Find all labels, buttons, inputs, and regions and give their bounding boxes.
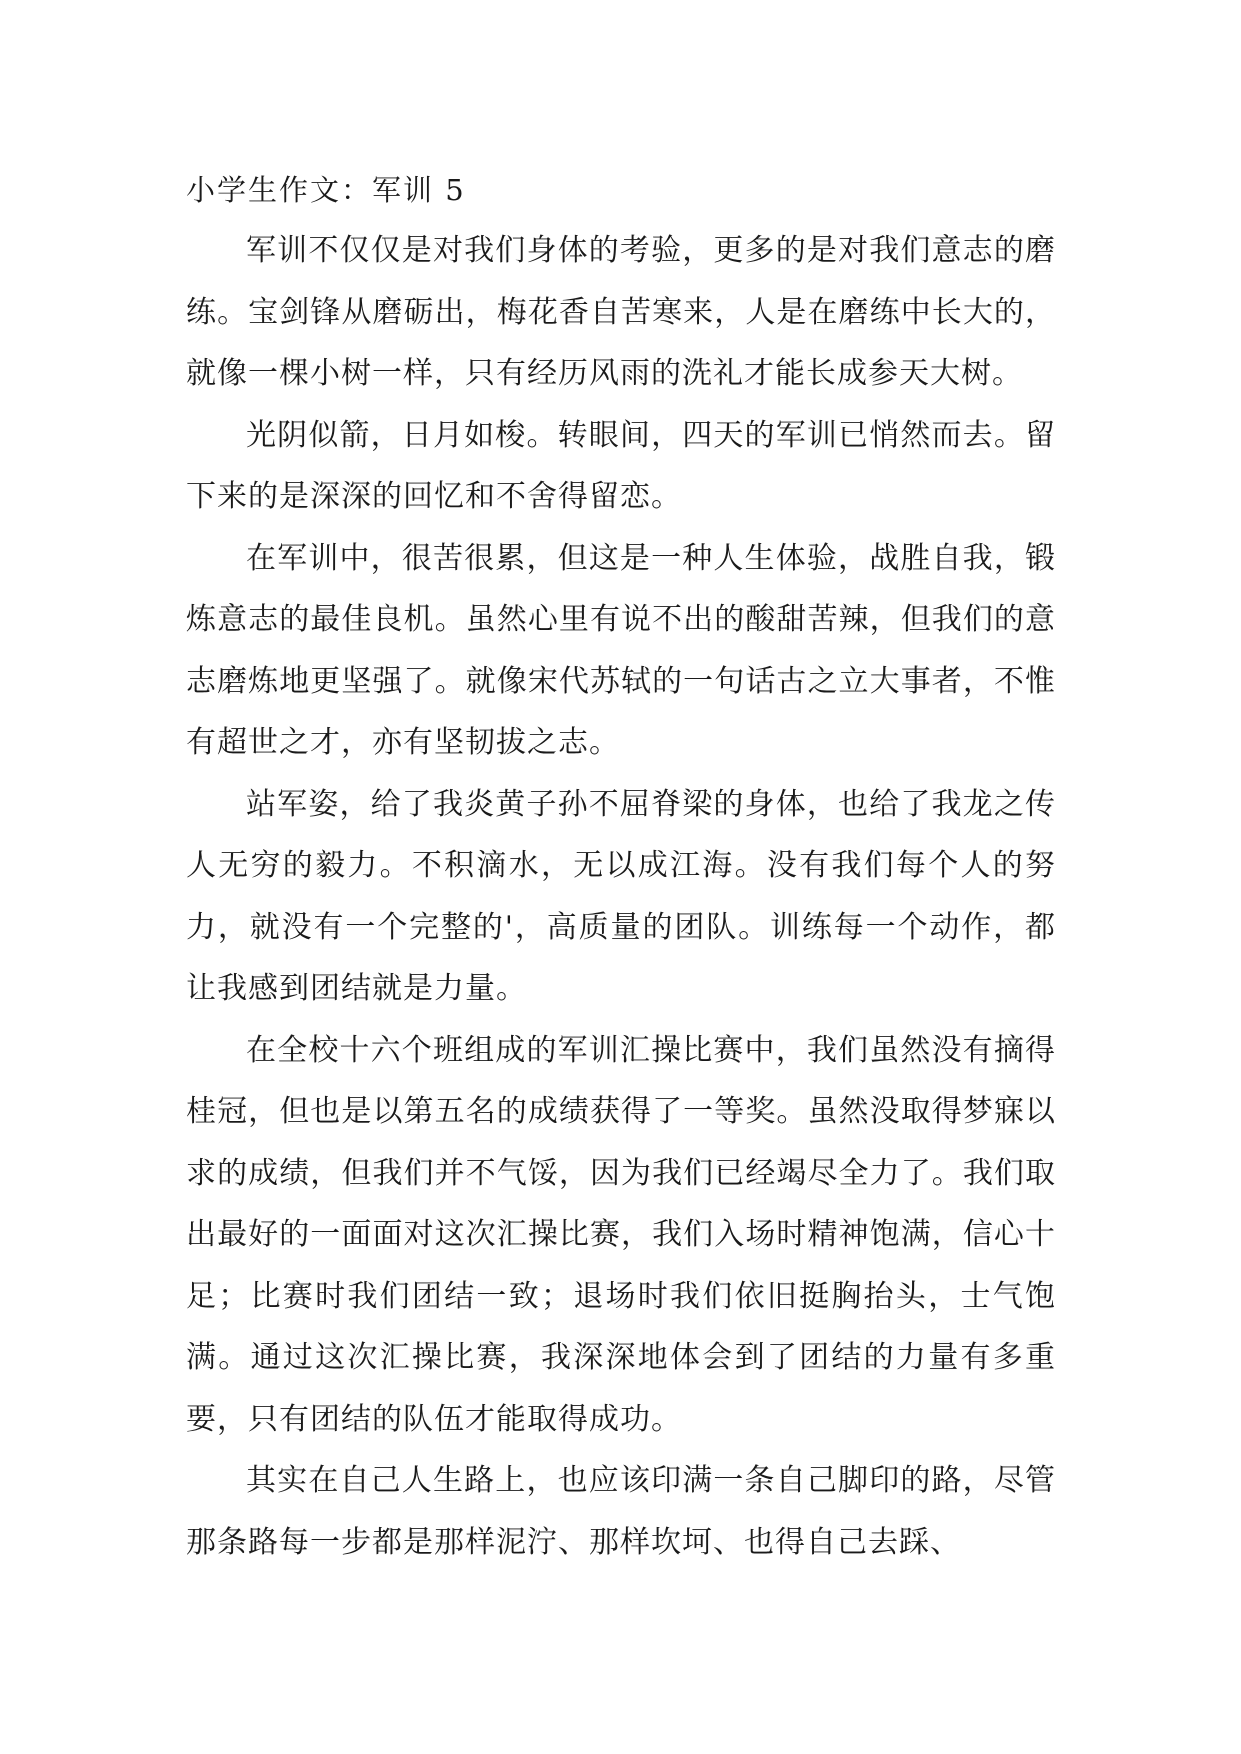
- document-page: [186, 160, 1056, 1573]
- paragraph-4: 站军姿，给了我炎黄子孙不屈脊梁的身体，也给了我龙之传人无穷的毅力。不积滴水，无以成江海。没有我们每个人的努力，就没有一个完整的'，高质量的团队。训练每一个动作，都让我感到团结就是力量。: [186, 786, 1056, 1006]
- document-title: 小学生作文：军训 5: [186, 173, 466, 207]
- paragraph-2: 光阴似箭，日月如梭。转眼间，四天的军训已悄然而去。留下来的是深深的回忆和不舍得留恋。: [186, 417, 1056, 514]
- paragraph-1: 军训不仅仅是对我们身体的考验，更多的是对我们意志的磨练。宝剑锋从磨砺出，梅花香自苦寒来，人是在磨练中长大的，就像一棵小树一样，只有经历风雨的洗礼才能长成参天大树。: [186, 233, 1056, 391]
- paragraph-6: 其实在自己人生路上，也应该印满一条自己脚印的路，尽管那条路每一步都是那样泥泞、那样坎坷、也得自己去踩、: [186, 1463, 1056, 1560]
- paragraph-3: 在军训中，很苦很累，但这是一种人生体验，战胜自我，锻炼意志的最佳良机。虽然心里有说不出的酸甜苦辣，但我们的意志磨炼地更坚强了。就像宋代苏轼的一句话古之立大事者，不惟有超世之才，亦有坚韧拔之志。: [186, 540, 1056, 760]
- paragraph-5: 在全校十六个班组成的军训汇操比赛中，我们虽然没有摘得桂冠，但也是以第五名的成绩获得了一等奖。虽然没取得梦寐以求的成绩，但我们并不气馁，因为我们已经竭尽全力了。我们取出最好的一面面对这次汇操比赛，我们入场时精神饱满，信心十足；比赛时我们团结一致；退场时我们依旧挺胸抬头，士气饱满。通过这次汇操比赛，我深深地体会到了团结的力量有多重要，只有团结的队伍才能取得成功。: [186, 1032, 1056, 1437]
